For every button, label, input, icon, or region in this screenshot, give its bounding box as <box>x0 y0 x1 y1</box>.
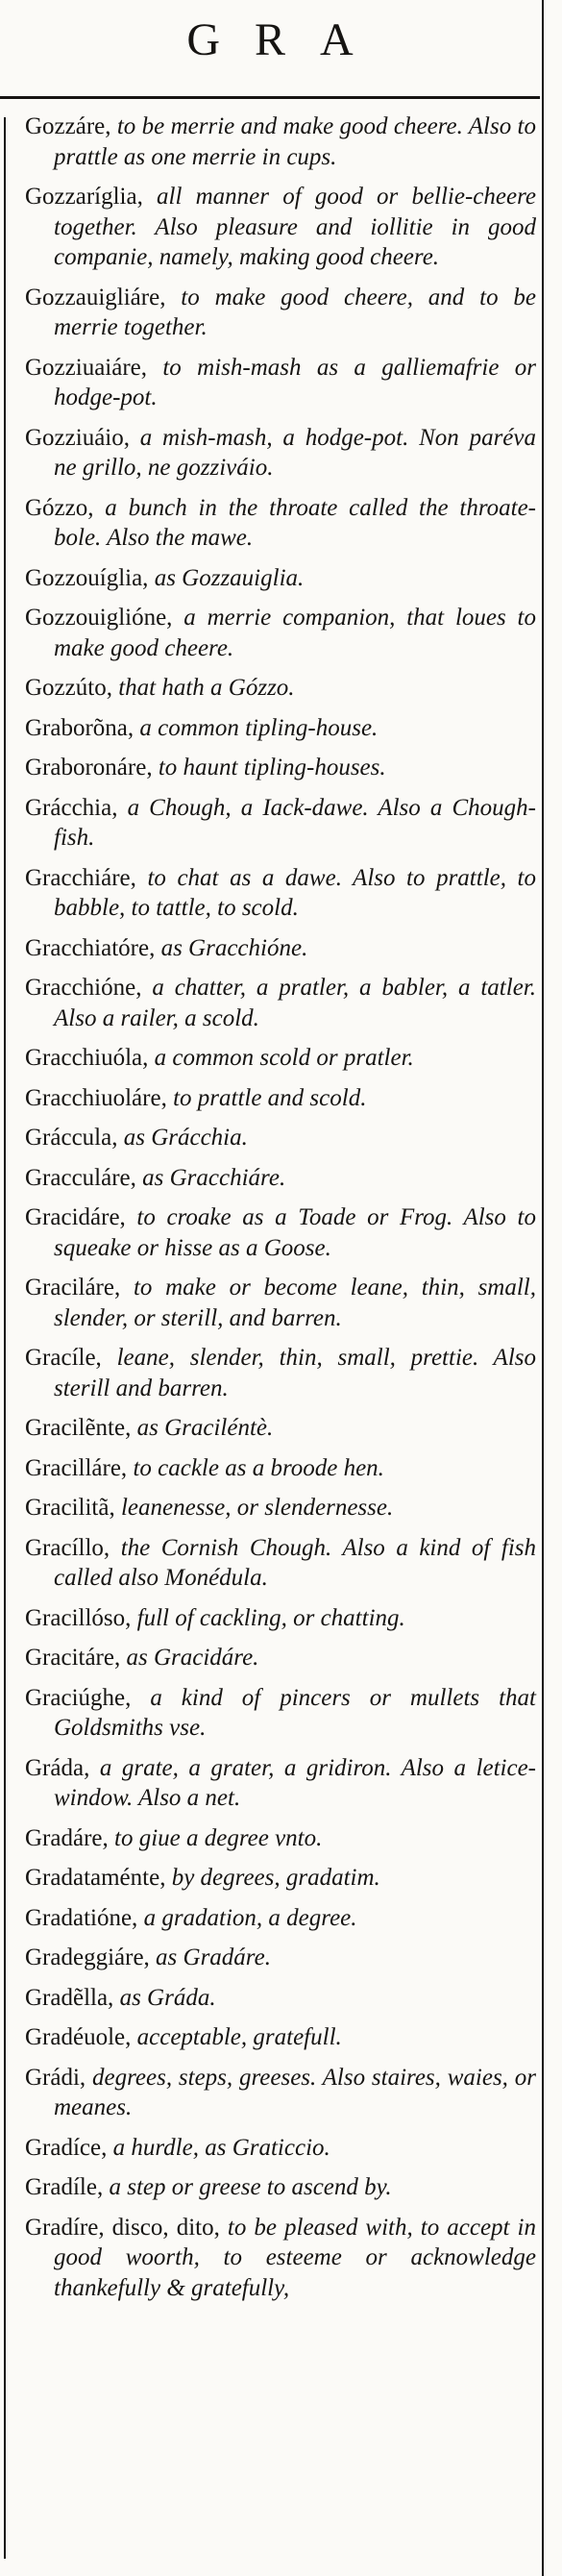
entry-definition: as Graciléntè. <box>131 1415 274 1441</box>
dictionary-entry <box>25 1823 536 1854</box>
entry-definition: a common tipling-house. <box>134 714 379 741</box>
entry-headword: Gracilláre, <box>25 1454 128 1481</box>
dictionary-entry <box>25 1643 536 1673</box>
dictionary-entry <box>25 1083 536 1114</box>
entry-definition: to make or become leane, thin, small, slender, or sterill, and barren. <box>54 1275 536 1331</box>
dictionary-entry <box>25 793 536 854</box>
entry-headword: Gozzáre, <box>25 113 111 139</box>
entry-headword: Graciúghe, <box>25 1684 132 1711</box>
running-head: GRA <box>186 14 388 65</box>
dictionary-entry <box>25 1202 536 1263</box>
dictionary-entry <box>25 1903 536 1934</box>
entry-headword: Gráccula, <box>25 1125 118 1151</box>
entry-definition: leane, slender, thin, small, prettie. Also sterill and barren. <box>54 1345 536 1401</box>
entry-headword: Gradíce, <box>25 2134 108 2161</box>
entry-definition: as Gracchióne. <box>155 934 308 961</box>
dictionary-entry <box>25 2172 536 2203</box>
dictionary-entry <box>25 973 536 1033</box>
dictionary-entry <box>25 563 536 594</box>
entry-headword: Gradatióne, <box>25 1904 138 1931</box>
dictionary-column <box>25 111 536 2313</box>
entry-headword: Gracillóso, <box>25 1604 132 1631</box>
entry-definition: to prattle and scold. <box>166 1084 367 1111</box>
entry-definition: to croake as a Toade or Frog. Also to squeake or hisse as a Goose. <box>54 1204 536 1261</box>
entry-headword: Gracíle, <box>25 1345 102 1371</box>
entry-headword: Gracchiuoláre, <box>25 1084 167 1111</box>
entry-headword: Gózzo, <box>25 494 94 521</box>
entry-definition: a chatter, a pratler, a babler, a tatler. Also a railer, a scold. <box>54 975 536 1031</box>
dictionary-entry <box>25 2022 536 2053</box>
entry-headword: Gracculáre, <box>25 1164 136 1191</box>
entry-headword: Gracitáre, <box>25 1645 121 1671</box>
column-rule-right <box>542 0 544 2576</box>
entry-definition: as Grácchia. <box>117 1125 248 1151</box>
dictionary-entry <box>25 713 536 744</box>
entry-headword: Gradéuole, <box>25 2024 132 2050</box>
entry-definition: full of cackling, or chatting. <box>131 1604 405 1631</box>
entry-definition: the Cornish Chough. Also a kind of fish called also Monédula. <box>54 1534 536 1591</box>
header-rule <box>0 96 540 99</box>
entry-headword: Gracchióne, <box>25 975 142 1001</box>
entry-definition: as Gradáre. <box>149 1944 271 1970</box>
entry-headword: Graciláre, <box>25 1275 121 1300</box>
dictionary-entry <box>25 1123 536 1153</box>
entry-definition: all manner of good or bellie-cheere together. Also pleasure and iollitie in good companie, namely, making good cheere. <box>54 184 536 270</box>
dictionary-entry <box>25 1943 536 1973</box>
entry-definition: a bunch in the throate called the throate-bole. Also the mawe. <box>54 494 536 551</box>
entry-headword: Gozzauigliáre, <box>25 284 166 310</box>
entry-definition: that hath a Gózzo. <box>111 675 295 701</box>
dictionary-entry <box>25 1413 536 1444</box>
entry-headword: Gradáre, <box>25 1824 109 1851</box>
dictionary-entry <box>25 603 536 663</box>
dictionary-entry <box>25 353 536 413</box>
dictionary-entry <box>25 2133 536 2164</box>
column-rule-left <box>4 117 6 2559</box>
dictionary-entry <box>25 1603 536 1634</box>
entry-definition: leanenesse, or slendernesse. <box>114 1495 394 1521</box>
entry-headword: Gracchiatóre, <box>25 934 156 961</box>
dictionary-entry <box>25 863 536 924</box>
dictionary-entry <box>25 1493 536 1523</box>
entry-headword: Gracilẽnte, <box>25 1415 132 1441</box>
entry-headword: Gozzaríglia, <box>25 184 143 210</box>
entry-definition: to mish-mash as a galliemafrie or hodge-pot. <box>54 354 536 410</box>
entry-definition: as Gracidáre. <box>120 1645 259 1671</box>
dictionary-entry <box>25 423 536 483</box>
entry-headword: Grádi, <box>25 2064 86 2091</box>
entry-headword: Grácchia, <box>25 794 118 821</box>
entry-headword: Gracchiuóla, <box>25 1045 149 1071</box>
dictionary-entry <box>25 1533 536 1594</box>
entry-definition: to be merrie and make good cheere. Also to prattle as one merrie in cups. <box>54 113 536 170</box>
dictionary-entry <box>25 1343 536 1403</box>
dictionary-entry <box>25 673 536 704</box>
entry-definition: a merrie companion, that loues to make good cheere. <box>54 605 536 661</box>
dictionary-entry <box>25 2213 536 2304</box>
entry-definition: as Gracchiáre. <box>135 1164 286 1191</box>
entry-headword: Gráda, <box>25 1754 90 1781</box>
entry-headword: Gradataménte, <box>25 1865 166 1891</box>
entry-definition: a gradation, a degree. <box>137 1904 357 1931</box>
dictionary-entry <box>25 1273 536 1333</box>
entry-headword: Gracíllo, <box>25 1534 110 1561</box>
entry-headword: Gradíle, <box>25 2174 104 2200</box>
entry-definition: to cackle as a broode hen. <box>127 1454 384 1481</box>
entry-headword: Gozzouiglióne, <box>25 605 173 631</box>
entry-headword: Graboronáre, <box>25 755 153 780</box>
entry-definition: to giue a degree vnto. <box>108 1824 323 1851</box>
entry-definition: to make good cheere, and to be merrie together. <box>54 284 536 340</box>
dictionary-entry <box>25 1043 536 1074</box>
entry-headword: Gracidáre, <box>25 1204 126 1230</box>
entry-definition: acceptable, gratefull. <box>131 2024 342 2050</box>
entry-headword: Gracchiáre, <box>25 864 136 891</box>
entry-headword: Gradeggiáre, <box>25 1944 150 1970</box>
dictionary-entry <box>25 1863 536 1894</box>
entry-headword: Gradíre, disco, dito, <box>25 2214 220 2241</box>
entry-definition: a Chough, a Iack-dawe. Also a Chough-fish. <box>54 794 536 851</box>
entry-headword: Gozzouíglia, <box>25 564 149 591</box>
dictionary-entry <box>25 493 536 554</box>
entry-definition: a mish-mash, a hodge-pot. Non paréva ne grillo, ne gozziváio. <box>54 424 536 481</box>
dictionary-entry <box>25 111 536 172</box>
dictionary-entry <box>25 1683 536 1744</box>
entry-definition: a step or greese to ascend by. <box>103 2174 392 2200</box>
entry-definition: as Gozzauiglia. <box>148 564 305 591</box>
dictionary-entry <box>25 182 536 273</box>
entry-headword: Gradẽlla, <box>25 1984 114 2011</box>
page-header <box>0 0 540 92</box>
dictionary-entry <box>25 1453 536 1484</box>
entry-definition: a kind of pincers or mullets that Goldsmiths vse. <box>54 1684 536 1741</box>
entry-definition: to haunt tipling-houses. <box>152 755 386 780</box>
entry-headword: Gozziuaiáre, <box>25 354 148 381</box>
entry-headword: Gracilitã, <box>25 1495 115 1521</box>
entry-definition: a common scold or pratler. <box>148 1045 414 1071</box>
entry-definition: degrees, steps, greeses. Also staires, waies, or meanes. <box>54 2064 536 2120</box>
dictionary-entry <box>25 1163 536 1194</box>
entry-definition: to chat as a dawe. Also to prattle, to babble, to tattle, to scold. <box>54 864 536 921</box>
dictionary-entry <box>25 1983 536 2014</box>
entry-definition: a grate, a grater, a gridiron. Also a letice-window. Also a net. <box>54 1754 536 1811</box>
entry-definition: as Gráda. <box>113 1984 216 2011</box>
entry-headword: Gozzúto, <box>25 675 112 701</box>
dictionary-entry <box>25 753 536 783</box>
entry-headword: Graborõna, <box>25 714 134 741</box>
dictionary-entry <box>25 2063 536 2123</box>
entry-definition: by degrees, gradatim. <box>165 1865 380 1891</box>
dictionary-entry <box>25 283 536 343</box>
entry-definition: to be pleased with, to accept in good woorth, to esteeme or acknowledge thankefully & gratefully, <box>54 2214 536 2301</box>
dictionary-entry <box>25 1753 536 1814</box>
dictionary-entry <box>25 933 536 964</box>
entry-definition: a hurdle, as Graticcio. <box>107 2134 330 2161</box>
entry-headword: Gozziuáio, <box>25 424 130 451</box>
